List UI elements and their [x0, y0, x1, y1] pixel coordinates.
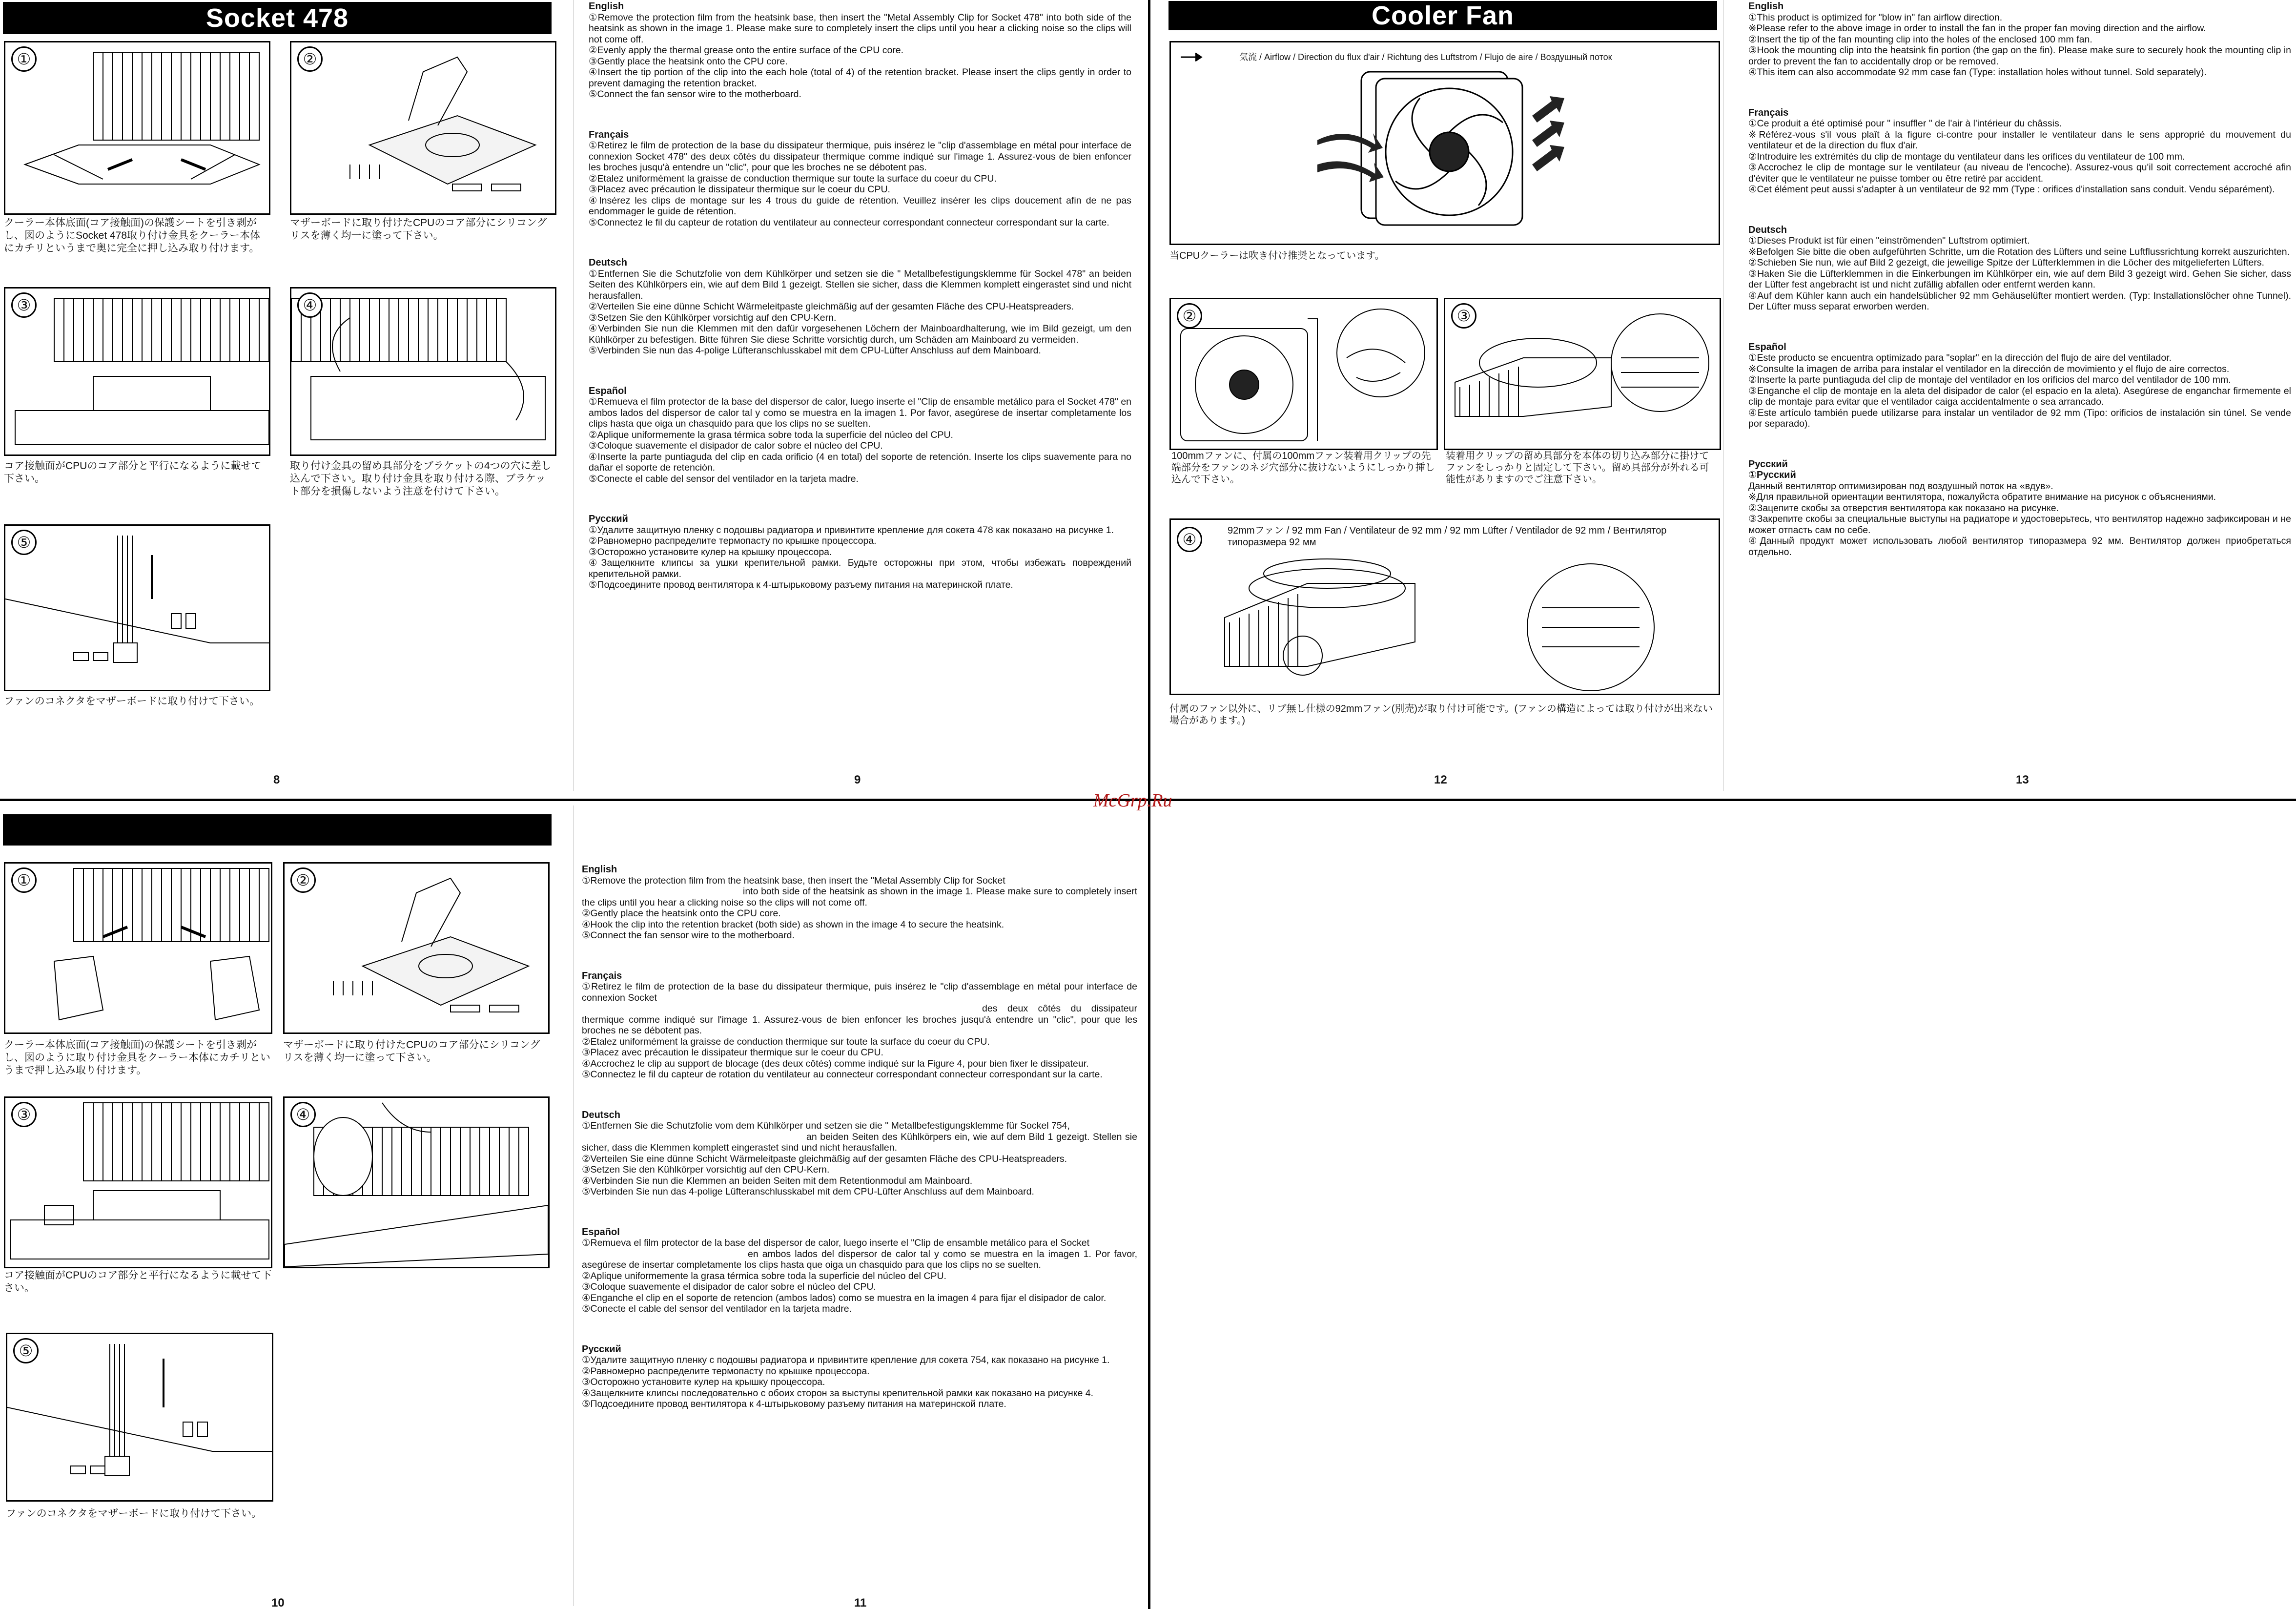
instruction-step: ①Удалите защитную пленку с подошвы радиатора и привинтите крепление для сокета 478 как показано на рисунке 1.: [589, 524, 1114, 536]
figure-4-note: 付属のファン以外に、リブ無し仕様の92mmファン(別売)が取り付け可能です。(ファンの構造によっては取り付けが出来ない場合があります。): [1169, 703, 1713, 726]
lang-heading: Deutsch: [1748, 224, 1787, 235]
clip-hook-fin-illustration: [1445, 299, 1720, 449]
lang-heading: Deutsch: [582, 1109, 620, 1120]
step-number: ①: [11, 46, 37, 72]
figure-3-caption: コア接触面がCPUのコア部分と平行になるように載せて下さい。: [4, 1270, 272, 1294]
lang-heading: English: [582, 864, 617, 875]
instruction-step: ②Verteilen Sie eine dünne Schicht Wärmeleitpaste gleichmäßig auf der gesamten Fläche des CPU-Heatspreaders.: [582, 1153, 1067, 1164]
step-number: ⑤: [13, 1338, 39, 1363]
instruction-step: ③Placez avec précaution le dissipateur thermique sur le coeur du CPU.: [582, 1047, 883, 1058]
instruction-step: ②Etalez uniformément la graisse de conduction thermique sur toute la surface du coeur du CPU.: [589, 173, 997, 184]
instruction-step: ⑤Connect the fan sensor wire to the motherboard.: [582, 930, 795, 941]
instruction-step: ※Please refer to the above image in order to install the fan in the proper fan moving direction and the airflow.: [1748, 23, 2206, 34]
lang-heading: English: [1748, 1, 1784, 12]
figure-2: [283, 862, 550, 1034]
instruction-step: an beiden Seiten des Kühlkörpers ein, wie auf dem Bild 1 gezeigt. Stellen sie sicher, dass die Klemmen komplett eingerastet sind und nicht herausfallen.: [582, 1131, 1137, 1153]
fan-connector-illustration: [5, 526, 269, 690]
instruction-step: Данный вентилятор оптимизирован под воздушный поток на «вдув».: [1748, 480, 2053, 492]
instruction-step: ①This product is optimized for "blow in" fan airflow direction.: [1748, 12, 2003, 23]
instruction-step: ③Haken Sie die Lüfterklemmen in die Einkerbungen im Kühlkörper ein, wie auf dem Bild 3 gezeigt wird. Gehen Sie sicher, dass der Lüfter fest angebracht ist und nicht zufällig abfallen oder entfernt werden kann.: [1748, 268, 2291, 290]
instruction-step: ④Hook the clip into the retention bracket (both side) as shown in the image 4 to secure the heatsink.: [582, 919, 1004, 930]
instruction-step: ⑤Verbinden Sie nun das 4-polige Lüfteranschlusskabel mit dem CPU-Lüfter Anschluss auf dem Mainboard.: [582, 1186, 1034, 1197]
heatsink-clip-illustration: [5, 864, 271, 1032]
page-9-text: [589, 1, 1131, 610]
lang-heading: Français: [1748, 107, 1789, 118]
page-title-bar: [3, 814, 552, 846]
instruction-step: ④Verbinden Sie nun die Klemmen mit den dafür vorgesehenen Löchern der Mainboardhalterung, wie im Bild gezeigt, um den Kühlkörper zu befestigen. Bitte führen Sie diese Schritte vorsichtig durch, um Schäden am Mainboard zu vermeiden.: [589, 323, 1131, 345]
instruction-step: ③Accrochez le clip de montage sur le ventilateur (au niveau de l'encoche). Assurez-vous qu'il soit correctement accroché afin d'éviter que le ventilateur ne puisse tomber ou être retiré par accident.: [1748, 162, 2291, 184]
thermal-grease-illustration: [291, 42, 555, 213]
lang-heading: English: [589, 1, 624, 12]
section-russian: [1748, 459, 2291, 558]
instruction-step: ②Introduire les extrémités du clip de montage du ventilateur dans les orifices du ventilateur de 100 mm.: [1748, 151, 2185, 162]
figure-3-clip-hook: [1444, 298, 1721, 450]
instruction-step: ①Удалите защитную пленку с подошвы радиатора и привинтите крепление для сокета 754, как показано на рисунке 1.: [582, 1355, 1110, 1365]
lang-heading: Español: [1748, 341, 1786, 352]
fan-airflow-illustration: [1171, 42, 1719, 244]
instruction-step: ④Данный продукт может использовать любой вентилятор типоразмера 92 мм. Вентилятор должен приобретаться отдельно.: [1748, 536, 2291, 557]
clip-hook-illustration: [285, 1098, 548, 1267]
instruction-step: ①Entfernen Sie die Schutzfolie vom dem Kühlkörper und setzen sie die " Metallbefestigungsklemme für Sockel 754,: [582, 1120, 1070, 1131]
instruction-step: ※Befolgen Sie bitte die oben aufgeführten Schritte, um die Rotation des Lüfters und seine Luftflussrichtung korrekt auszurichten.: [1748, 246, 2290, 257]
section-french: [589, 129, 1131, 228]
instruction-step: ⑤Подсоедините провод вентилятора к 4-штырьковому разъему питания на материнской плате.: [582, 1399, 1006, 1409]
lang-heading: Français: [589, 129, 629, 140]
instruction-step: ④Защелкните клипсы за ушки крепительной рамки. Будьте осторожны при этом, чтобы избежать повреждений крепительной рамки.: [589, 557, 1131, 579]
instruction-step: ②Insert the tip of the fan mounting clip into the holes of the enclosed 100 mm fan.: [1748, 34, 2092, 45]
figure-1: [4, 41, 270, 215]
instruction-step: ⑤Connect the fan sensor wire to the motherboard.: [589, 89, 801, 100]
lang-heading: Русский: [1748, 458, 1788, 470]
figure-4: [290, 287, 556, 456]
instruction-step: ①Ce produit a été optimisé pour " insuffler " de l'air à l'intérieur du châssis.: [1748, 118, 2062, 129]
section-french: [1748, 107, 2291, 195]
instruction-step: ①Remueva el film protector de la base del dispersor de calor, luego inserte el "Clip de ensamble metálico para el Socket: [582, 1238, 1090, 1248]
instruction-step: ③Hook the mounting clip into the heatsink fin portion (the gap on the fin). Please make sure to securely hook the mounting clip in order to prevent the fan to accidentally drop or be removed.: [1748, 45, 2291, 67]
instruction-step: ③Осторожно установите кулер на крышку процессора.: [589, 546, 832, 557]
step-number: ②: [290, 867, 316, 893]
fan-clip-insertion-illustration: [1171, 299, 1436, 449]
section-german: [589, 257, 1131, 356]
instruction-step: ※Consulte la imagen de arriba para instalar el ventilador en la dirección de movimiento y el flujo de aire correctos.: [1748, 363, 2230, 374]
step-number: ②: [297, 46, 323, 72]
step-number: ③: [11, 292, 37, 318]
lang-subheading: ①Русский: [1748, 470, 1796, 480]
instruction-step: ④Insert the tip portion of the clip into the each hole (total of 4) of the retention bracket. Please insert the clips gently in order to prevent damaging the retention bracket.: [589, 67, 1131, 89]
section-spanish: [582, 1227, 1137, 1315]
figure-2-caption: マザーボードに取り付けたCPUのコア部分にシリコングリスを薄く均一に塗って下さい。: [283, 1039, 540, 1063]
instruction-step: ⑤Conecte el cable del sensor del ventilador en la tarjeta madre.: [589, 473, 859, 484]
instruction-step: ②Равномерно распределите термопасту по крышке процессора.: [589, 536, 877, 546]
figure-2-clip: [1169, 298, 1438, 450]
section-spanish: [589, 386, 1131, 485]
step-number: ③: [11, 1102, 37, 1127]
instruction-step: ③Setzen Sie den Kühlkörper vorsichtig auf den CPU-Kern.: [589, 312, 837, 323]
step-number: ④: [1177, 527, 1202, 552]
figure-5: [4, 524, 270, 691]
instruction-step: en ambos lados del dispersor de calor tal y como se muestra en la imagen 1. Por favor, asegúrese de insertar completamente los clips hasta que oiga un chasquido para que los clips no se suelten.: [582, 1248, 1137, 1270]
figure-4: [283, 1096, 550, 1268]
section-spanish: [1748, 342, 2291, 430]
section-english: [582, 864, 1137, 941]
instruction-step: ①Este producto se encuentra optimizado para "soplar" en la dirección del flujo de aire del ventilador.: [1748, 352, 2172, 363]
instruction-step: ③Setzen Sie den Kühlkörper vorsichtig auf den CPU-Kern.: [582, 1164, 830, 1175]
lang-heading: Español: [582, 1226, 620, 1238]
instruction-step: ①Retirez le film de protection de la base du dissipateur thermique, puis insérez le "clip d'assemblage en métal pour interface de connexion Socket: [582, 981, 1137, 1003]
instruction-step: ②Verteilen Sie eine dünne Schicht Wärmeleitpaste gleichmäßig auf der gesamten Fläche des CPU-Heatspreaders.: [589, 301, 1074, 312]
figure-1-caption: クーラー本体底面(コア接触面)の保護シートを引き剥がし、図のように取り付け金具をクーラー本体にカチリというまで押し込み取り付けます。: [4, 1039, 270, 1076]
figure-4-92mm: [1169, 518, 1720, 695]
instruction-step: ②Evenly apply the thermal grease onto the entire surface of the CPU core.: [589, 45, 904, 56]
instruction-step: ⑤Connectez le fil du capteur de rotation du ventilateur au connecteur correspondant connecteur correspondant sur la carte.: [589, 217, 1109, 228]
heatsink-clip-illustration: [5, 42, 269, 213]
lang-heading: Deutsch: [589, 257, 627, 268]
figure-5: [6, 1333, 273, 1502]
page-number: 9: [854, 773, 861, 786]
instruction-step: ④Este artículo también puede utilizarse para instalar un ventilador de 92 mm (Tipo: orificios de instalación sin túnel. Se vende por separado).: [1748, 407, 2291, 429]
instruction-step: ③Coloque suavemente el disipador de calor sobre el núcleo del CPU.: [589, 440, 883, 451]
page-title: Cooler Fan: [1168, 1, 1717, 30]
page-number: 8: [273, 773, 280, 786]
step-number: ④: [290, 1102, 316, 1127]
instruction-step: ⑤Verbinden Sie nun das 4-polige Lüfteranschlusskabel mit dem CPU-Lüfter Anschluss auf dem Mainboard.: [589, 345, 1041, 356]
figure-3: [4, 287, 270, 456]
lang-heading: Français: [582, 970, 622, 981]
instruction-step: ②Aplique uniformemente la grasa térmica sobre toda la superficie del núcleo del CPU.: [582, 1270, 946, 1281]
instruction-step: ④Inserte la parte puntiaguda del clip en cada orificio (4 en total) del soporte de retención. Inserte los clips suavemente para no dañar el soporte de retención.: [589, 451, 1131, 473]
instruction-step: des deux côtés du dissipateur thermique comme indiqué sur l'image 1. Assurez-vous de bien enfoncer les broches jusqu'à entendre un "clic", pour que les broches ne se débotent pas.: [582, 1003, 1137, 1036]
instruction-step: ⑤Подсоедините провод вентилятора к 4-штырьковому разъему питания на материнской плате.: [589, 579, 1013, 590]
step-number: ④: [297, 292, 323, 318]
instruction-step: ⑤Connectez le fil du capteur de rotation du ventilateur au connecteur correspondant connecteur correspondant sur la carte.: [582, 1069, 1103, 1080]
instruction-step: ②Aplique uniformemente la grasa térmica sobre toda la superficie del núcleo del CPU.: [589, 429, 953, 440]
instruction-step: ④Verbinden Sie nun die Klemmen an beiden Seiten mit dem Retentionmodul am Mainboard.: [582, 1175, 973, 1186]
watermark: McGrp.Ru: [1093, 790, 1172, 811]
figure-2: [290, 41, 556, 215]
instruction-step: ③Placez avec précaution le dissipateur thermique sur le coeur du CPU.: [589, 184, 890, 195]
heatsink-placement-illustration: [5, 289, 269, 454]
figure-5-caption: ファンのコネクタをマザーボードに取り付けて下さい。: [4, 696, 260, 707]
thermal-grease-illustration: [285, 864, 548, 1032]
instruction-step: ※Для правильной ориентации вентилятора, пожалуйста обратите внимание на рисунок с объяснениями.: [1748, 492, 2216, 502]
figure-3-caption: 装着用クリップの留め具部分を本体の切り込み部分に掛けてファンをしっかりと固定して下さい。留め具部分が外れる可能性がありますのでご注意下さい。: [1446, 451, 1709, 485]
instruction-step: ④This item can also accommodate 92 mm case fan (Type: installation holes without tunnel. Sold separately).: [1748, 67, 2207, 78]
page-title: Socket 478: [3, 2, 552, 34]
instruction-step: ①Dieses Produkt ist für einen "einströmenden" Luftstrom optimiert.: [1748, 235, 2030, 246]
fan-92mm-label: 92mmファン / 92 mm Fan / Ventilateur de 92 mm / 92 mm Lüfter / Ventilador de 92 mm / Вентилятор типоразмера 92 мм: [1228, 525, 1667, 548]
instruction-step: ③Gently place the heatsink onto the CPU core.: [589, 56, 788, 67]
figure-1-caption: クーラー本体底面(コア接触面)の保護シートを引き剥がし、図のようにSocket 478取り付け金具をクーラー本体にカチリというまで奥に完全に押し込み取り付けます。: [4, 217, 261, 254]
instruction-step: ④Auf dem Kühler kann auch ein handelsüblicher 92 mm Gehäuselüfter montiert werden. (Typ: Installationslöcher ohne Tunnel). Der Lüfter muss separat erworben werden.: [1748, 290, 2291, 312]
section-english: [1748, 1, 2291, 78]
instruction-step: ①Retirez le film de protection de la base du dissipateur thermique, puis insérez le "clip d'assemblage en métal pour interface de connexion Socket 478" des deux côtés du dissipateur thermique comme indiqué sur l'image 1. Assurez-vous de bien enfoncer les broches jusqu'à entendre un "clic", pour que les broches ne se débotent pas.: [589, 140, 1131, 173]
instruction-step: ②Равномерно распределите термопасту по крышке процессора.: [582, 1365, 870, 1377]
figure-2-caption: マザーボードに取り付けたCPUのコア部分にシリコングリスを薄く均一に塗って下さい。: [290, 217, 547, 241]
instruction-step: ①Remove the protection film from the heatsink base, then insert the "Metal Assembly Clip for Socket: [582, 875, 1005, 886]
page-number: 13: [2016, 773, 2029, 786]
figure-3: [4, 1096, 272, 1268]
step-number: ③: [1451, 303, 1476, 329]
instruction-step: ①Entfernen Sie die Schutzfolie von dem Kühlkörper und setzen sie die " Metallbefestigungsklemme für Sockel 478" an beiden Seiten des Kühlkörpers ein, wie auf dem Bild 1 gezeigt. Stellen sie sicher, dass die Klemmen komplett eingerastet sind und nicht herausfallen.: [589, 268, 1131, 301]
instruction-step: ②Schieben Sie nun, wie auf Bild 2 gezeigt, die jeweilige Spitze der Lüfterklemmen in die Löcher des mitgelieferten Lüfters.: [1748, 257, 2264, 268]
lang-heading: Русский: [589, 514, 628, 524]
figure-1: [4, 862, 272, 1034]
instruction-step: ②Inserte la parte puntiaguda del clip de montaje del ventilador en los orificios del marco del ventilador de 100 mm.: [1748, 374, 2231, 385]
clip-hook-illustration: [291, 289, 555, 454]
instruction-step: ②Etalez uniformément la graisse de conduction thermique sur toute la surface du coeur du CPU.: [582, 1036, 990, 1047]
instruction-step: ①Remove the protection film from the heatsink base, then insert the "Metal Assembly Clip for Socket 478" into both side of the heatsink as shown in the image 1. Please make sure to completely insert the clips until you hear a clicking noise so the clips will not come off.: [589, 12, 1131, 45]
instruction-step: ①Remueva el film protector de la base del dispersor de calor, luego inserte el "Clip de ensamble metálico para el Socket 478" en ambos lados del dispersor de calor tal y como se muestra en la imagen 1. Por favor, asegúrese de insertar completamente los clips hasta que oiga un chasquido para que los clips no se suelten.: [589, 396, 1132, 429]
instruction-step: ④Защелкните клипсы последовательно с обоих сторон за выступы крепительной рамки как показано на рисунке 4.: [582, 1387, 1093, 1399]
section-russian: [582, 1344, 1137, 1410]
instruction-step: ④Cet élément peut aussi s'adapter à un ventilateur de 92 mm (Type : orifices d'installation sans conduit. Vendu séparément).: [1748, 184, 2275, 195]
figure-4-caption: 取り付け金具の留め具部分をブラケットの4つの穴に差し込んで下さい。取り付け金具を取り付ける際、ブラケット部分を損傷しないよう注意を付けて下さい。: [290, 460, 552, 497]
page-13-text: [1748, 1, 2291, 577]
fan-connector-illustration: [7, 1334, 272, 1500]
instruction-step: ③Coloque suavemente el disipador de calor sobre el núcleo del CPU.: [582, 1281, 876, 1292]
instruction-step: ④Enganche el clip en el soporte de retencion (ambos lados) como se muestra en la imagen 4 para fijar el disipador de calor.: [582, 1292, 1107, 1303]
page-11-text: [582, 864, 1137, 1429]
instruction-step: into both side of the heatsink as shown in the image 1. Please make sure to completely insert the clips until you hear a clicking noise so the clips will not come off.: [582, 886, 1137, 908]
instruction-step: ④Insérez les clips de montage sur les 4 trous du guide de rétention. Veuillez insérer les clips doucement afin de ne pas endommager le guide de rétention.: [589, 195, 1131, 217]
section-french: [582, 970, 1137, 1080]
instruction-step: ③Enganche el clip de montaje en la aleta del disipador de calor (el espacio en la aleta). Asegúrese de enganchar firmemente el clip de montaje para evitar que el ventilador caiga accidentalmente o sea arrancado.: [1748, 385, 2291, 407]
section-german: [582, 1110, 1137, 1197]
instruction-step: ④Accrochez le clip au support de blocage (des deux côtés) comme indiqué sur la Figure 4, pour bien fixer le dissipateur.: [582, 1058, 1089, 1069]
instruction-step: ②Gently place the heatsink onto the CPU core.: [582, 908, 781, 919]
figure-5-caption: ファンのコネクタをマザーボードに取り付けて下さい。: [6, 1508, 262, 1519]
lang-heading: Español: [589, 385, 627, 396]
instruction-step: ③Закрепите скобы за специальные выступы на радиаторе и удостоверьтесь, что вентилятор надежно зафиксирован и не может отпасть сам по себе.: [1748, 514, 2291, 536]
step-number: ①: [11, 867, 37, 893]
figure-2-caption: 100mmファンに、付属の100mmファン装着用クリップの先端部分をファンのネジ穴部分に抜けないようにしっかり挿し込んで下さい。: [1171, 451, 1435, 485]
section-russian: [589, 514, 1131, 591]
section-english: [589, 1, 1131, 100]
step-number: ⑤: [11, 530, 37, 555]
page-number: 12: [1434, 773, 1447, 786]
page-number: 10: [271, 1596, 285, 1610]
figure-1-airflow: [1169, 41, 1720, 245]
instruction-step: ③Осторожно установите кулер на крышку процессора.: [582, 1377, 825, 1387]
airflow-label: 気流 / Airflow / Direction du flux d'air / Richtung des Luftstrom / Flujo de aire / Воздушный поток: [1239, 52, 1612, 62]
heatsink-placement-illustration: [5, 1098, 271, 1267]
instruction-step: ⑤Conecte el cable del sensor del ventilador en la tarjeta madre.: [582, 1303, 852, 1314]
step-number: ②: [1177, 303, 1202, 329]
figure-1-note: 当CPUクーラーは吹き付け推奨となっています。: [1169, 250, 1385, 261]
instruction-step: ※Référez-vous s'il vous plaît à la figure ci-contre pour installer le ventilateur dans le sens approprié du mouvement du ventilateur et de la direction du flux d'air.: [1748, 129, 2291, 151]
lang-heading: Русский: [582, 1343, 621, 1355]
section-german: [1748, 225, 2291, 312]
instruction-step: ②Зацепите скобы за отверстия вентилятора как показано на рисунке.: [1748, 502, 2059, 514]
figure-3-caption: コア接触面がCPUのコア部分と平行になるように載せて下さい。: [4, 460, 262, 484]
page-number: 11: [854, 1596, 867, 1610]
